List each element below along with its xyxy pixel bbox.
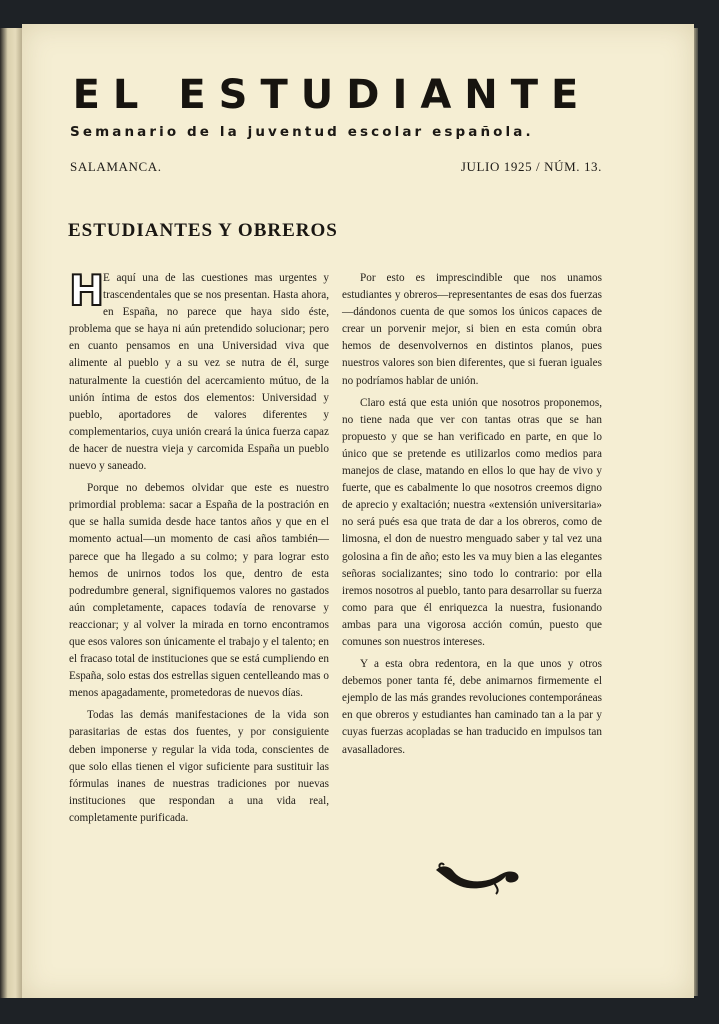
article-paragraph	[69, 266, 329, 475]
article-paragraph: Por esto es imprescindible que nos unamos estudiantes y obreros—representantes de esas dos fuerzas—dándonos cuenta de que somos los únicos capaces de crear un porvenir mejor, si bien en esta común obra hemos de desenvolvernos en distintos planos, pues nuestros valores son bien diferentes, que si fueran iguales no podríamos hablar de unión.	[342, 272, 602, 387]
masthead-subtitle: Semanario de la juventud escolar española.	[70, 124, 534, 140]
fleuron-ornament-icon	[432, 856, 522, 896]
article-title: ESTUDIANTES Y OBREROS	[68, 220, 338, 241]
masthead-place: SALAMANCA.	[70, 159, 162, 174]
article-paragraph: Claro está que esta unión que nosotros proponemos, no tiene nada que ver con tantas otras que se han propuesto y que se han verificado en parte, en que lo único que se pretende es utilizarlos como medios para manejos de clase, matando en ellos lo que hay de vivo y fuerte, que es cabalmente lo que nosotros creemos digno de aprecio y exaltación; nuestra «extensión universitaria» no será pués esa que trata de dar a los obreros, como de limosna, el don de nuestro menguado saber y tal vez una golosina a fin de año; esto les va muy bien a las elegantes señoras socializantes; sino todo lo contrario: por ella iremos nosotros al pueblo, tanto para desarrollar su fuerza como para que él enriquezca la nuestra, fusionando ambas para una vigorosa acción común, puesto que comunes son nuestros intereses.	[342, 396, 602, 648]
article-paragraph: Porque no debemos olvidar que este es nuestro primordial problema: sacar a España de la postración en que se halla sumida desde hace tantos años y que en el momento actual—un momento de casi años también—parece que ha llegado a su colmo; y para lograr esto hemos de unirnos todos los que, dentro de esta podredumbre general, signifiquemos valores no gastados aún completamente, capaces todavía de renovarse y reaccionar; y al volver la mirada en torno encontramos que esos valores son únicamente el trabajo y el talento; en el fracaso total de instituciones que se está cumpliendo en España, solo estas dos estrellas siguen centelleando mas o menos apagadamente, prometedoras de nuevos días.	[69, 482, 329, 700]
article-paragraph: Todas las demás manifestaciones de la vida son parasitarias de estas dos fuentes, y por consiguiente deben imponerse y regular la vida toda, conscientes de que solo ellas tienen el vigor suficiente para sustituir las fórmulas inanes de nuestras tradiciones por nuevas instituciones que respondan a una vida real, completamente purificada.	[69, 709, 329, 824]
dropcap-initial: H	[69, 266, 105, 315]
masthead-title: EL ESTUDIANTE	[72, 72, 592, 118]
article-paragraph-text: E aquí una de las cuestiones mas urgentes y trascendentales que se nos presentan. Hasta ahora, en España, no parece que haya sido éste, problema que se haya ni aún pretendido solucionar; pero en cuanto pensamos en una Universidad viva que alimente al pueblo y a su vez se nutra de él, surge naturalmente la cuestión del acercamiento mútuo, de la unión íntima de estos dos elementos: Universidad y pueblo, aportadores de valores diferentes y complementarios, cuya unión creará la única fuerza capaz de hacer de nuestra vieja y carcomida España un pueblo nuevo y saneado.	[69, 272, 329, 473]
book-binding	[0, 28, 23, 998]
article-paragraph: Y a esta obra redentora, en la que unos y otros debemos poner tanta fé, debe animarnos firmemente el ejemplo de las más grandes revoluciones contemporáneas en que obreros y estudiantes han caminado tan a la par y cuyas fuerzas acopladas se han traducido en impulsos tan avasalladores.	[342, 658, 602, 756]
newspaper-page	[22, 24, 694, 998]
masthead-dateline: JULIO 1925 / NÚM. 13.	[460, 159, 602, 174]
article-left-column	[69, 266, 329, 832]
article-right-column	[342, 270, 602, 764]
